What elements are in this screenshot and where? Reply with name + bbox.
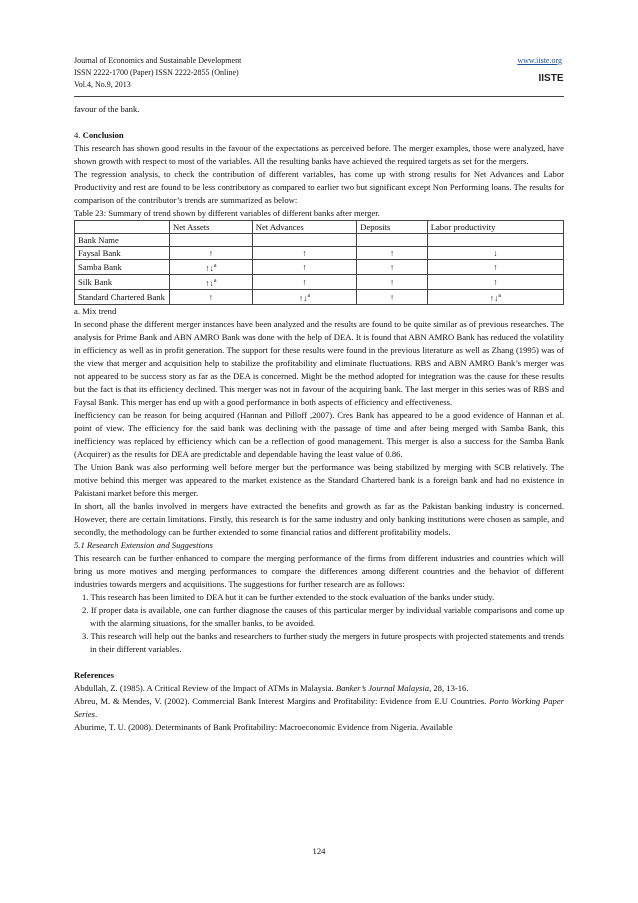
page-number: 124: [312, 846, 326, 856]
trend-cell: ↑↓$^a$: [170, 260, 253, 275]
trend-cell: ↑: [252, 260, 356, 275]
table-note: a. Mix trend: [74, 305, 117, 316]
journal-title: Journal of Economics and Sustainable Development: [74, 56, 242, 65]
bank-name-cell: Samba Bank: [75, 260, 170, 275]
table-row: [75, 234, 564, 247]
reference-list: [74, 682, 564, 734]
trend-cell: ↑: [427, 274, 563, 289]
svg-text:IISTE: IISTE: [538, 73, 564, 84]
list-item: 2. If proper data is available, one can further diagnose the causes of this particular merger by individual variable comparisons and come up with the alarming situations, for the smaller banks, to be avoided.: [82, 604, 564, 628]
bank-name-cell: Faysal Bank: [75, 247, 170, 260]
bank-name-cell: Silk Bank: [75, 274, 170, 289]
iiste-logo: [537, 68, 565, 86]
table-corner-cell: [75, 221, 170, 234]
table-header: Net Advances: [252, 221, 356, 234]
table-row: [75, 260, 564, 275]
trend-cell: ↑: [170, 247, 253, 260]
trend-cell: ↑: [357, 247, 427, 260]
main-content: [74, 103, 564, 734]
subsection-heading: 5.1 Research Extension and Suggestions: [74, 539, 213, 550]
table-caption: Table 23: Summary of trend shown by different variables of different banks after merger.: [74, 208, 380, 218]
paragraph: Inefficiency can be reason for being acquired (Hannan and Pilloff ,2007). Cres Bank has appeared to be a good evidence of Hannan et al. point of view. The efficiency for the said bank was declining with the passage of time and after being merged with Samba Bank, this inefficiency was replaced by efficiency which can be a reflection of good management. This merger is also a success for the Samba Bank (Acquirer) as the results for DEA are predictable and dependable having the least value of 0.86.: [74, 409, 564, 459]
trend-cell: ↑: [252, 247, 356, 260]
paragraph: In short, all the banks involved in mergers have extracted the benefits and growth as far as the Pakistan banking industry is concerned. However, there are certain limitations. Firstly, this research is for the same industry and only banking institutions were chosen as sample, and secondly, the methodology can be further extended to some financial ratios and different profitability models.: [74, 500, 564, 537]
reference-item: Aburime, T. U. (2008). Determinants of Bank Profitability: Macroeconomic Evidence from Nigeria. Available: [74, 721, 453, 732]
trend-cell: ↑↓$^a$: [252, 289, 356, 304]
table-header-row: [75, 221, 564, 234]
trend-cell: ↑: [357, 274, 427, 289]
reference-item: Abdullah, Z. (1985). A Critical Review of the Impact of ATMs in Malaysia. Banker’s Journal Malaysia, 28, 13-16.: [74, 682, 469, 693]
table-row: [75, 247, 564, 260]
trend-cell: ↓: [427, 247, 563, 260]
journal-issn: ISSN 2222-1700 (Paper) ISSN 2222-2855 (Online): [74, 68, 239, 77]
trend-cell: ↑↓$^a$: [427, 289, 563, 304]
journal-url-block: [517, 55, 562, 67]
table-header: Deposits: [357, 221, 427, 234]
references-heading: References: [74, 669, 114, 680]
table-row: [75, 274, 564, 289]
journal-url-link[interactable]: www.iiste.org: [517, 56, 562, 65]
header-rule: [74, 96, 564, 97]
suggestion-list: [74, 591, 564, 656]
trend-cell: ↑: [357, 289, 427, 304]
paragraph: The Union Bank was also performing well before merger but the performance was being stabilized by merging with SCB relatively. The motive behind this merger was appeared to the market existence as the Standard Chartered bank is a foreign bank and had no existence in Pakistani market before this merger.: [74, 461, 564, 498]
intro-line: favour of the bank.: [74, 104, 140, 114]
row-label-header: Bank Name: [75, 234, 170, 247]
trend-cell: ↑: [170, 289, 253, 304]
trend-cell: ↑: [427, 260, 563, 275]
reference-item: Abreu, M. & Mendes, V. (2002). Commercial Bank Interest Margins and Profitability: Evidence from E.U Countries. Porto Working Paper Series.: [74, 695, 564, 719]
table-header: Labor productivity: [427, 221, 563, 234]
paragraph: The regression analysis, to check the contribution of different variables, has come up with strong results for Net Advances and Labor Productivity and rest are found to be less contributory as compared to earlier two but significant except Non Performing loans. The results for comparison of the contributor’s trends are summarized as below:: [74, 169, 564, 205]
list-item: 3. This research will help out the banks and researchers to further study the mergers in future prospects with projected statements and trends in their different variables.: [82, 630, 564, 654]
trend-table: [74, 220, 564, 305]
paragraph: This research can be further enhanced to compare the merging performance of the firms from different industries and countries which will bring us more motives and merging performances to compare the differences among different countries and the behavior of different industries towards mergers and acquisitions. The suggestions for further research are as follows:: [74, 552, 564, 589]
trend-cell: ↑↓$^a$: [170, 274, 253, 289]
section-heading: 4. Conclusion: [74, 130, 124, 140]
journal-header: [74, 55, 241, 91]
bank-name-cell: Standard Chartered Bank: [75, 289, 170, 304]
paragraph: This research has shown good results in the favour of the expectations as perceived before. The merger examples, those were analyzed, have shown growth with respect to most of the variables. All the resulting banks have achieved the required targets as set for the mergers.: [74, 143, 564, 166]
table-header: Net Assets: [170, 221, 253, 234]
list-item: 1. This research has been limited to DEA but it can be further extended to the stock evaluation of the banks under study.: [82, 591, 495, 602]
trend-cell: ↑: [252, 274, 356, 289]
trend-cell: ↑: [357, 260, 427, 275]
paragraph: In second phase the different merger instances have been analyzed and the results are found to be quite similar as of previous researches. The analysis for Prime Bank and ABN AMRO Bank was done with the help of DEA. It is found that ABN AMRO Bank has reduced the volatility in efficiency as well as in profit generation. The support for these results were found in the previous literature as well as Zhang (1995) was of the view that merger and acquisition help to stabilize the profitability and eliminate fluctuations. RBS and ABN AMRO Bank’s merger was not appeared to be success story as far as the DEA is concerned. Might be the method adopted for integration was the cause for these results but the fact is that its efficiency declined. This merger was not in favour of the acquiring bank. The last merger in this series was of RBS and Faysal Bank. This merger has end up with a good performance in both aspects of efficiency and effectiveness.: [74, 318, 564, 407]
journal-volume: Vol.4, No.9, 2013: [74, 80, 131, 89]
table-row: [75, 289, 564, 304]
